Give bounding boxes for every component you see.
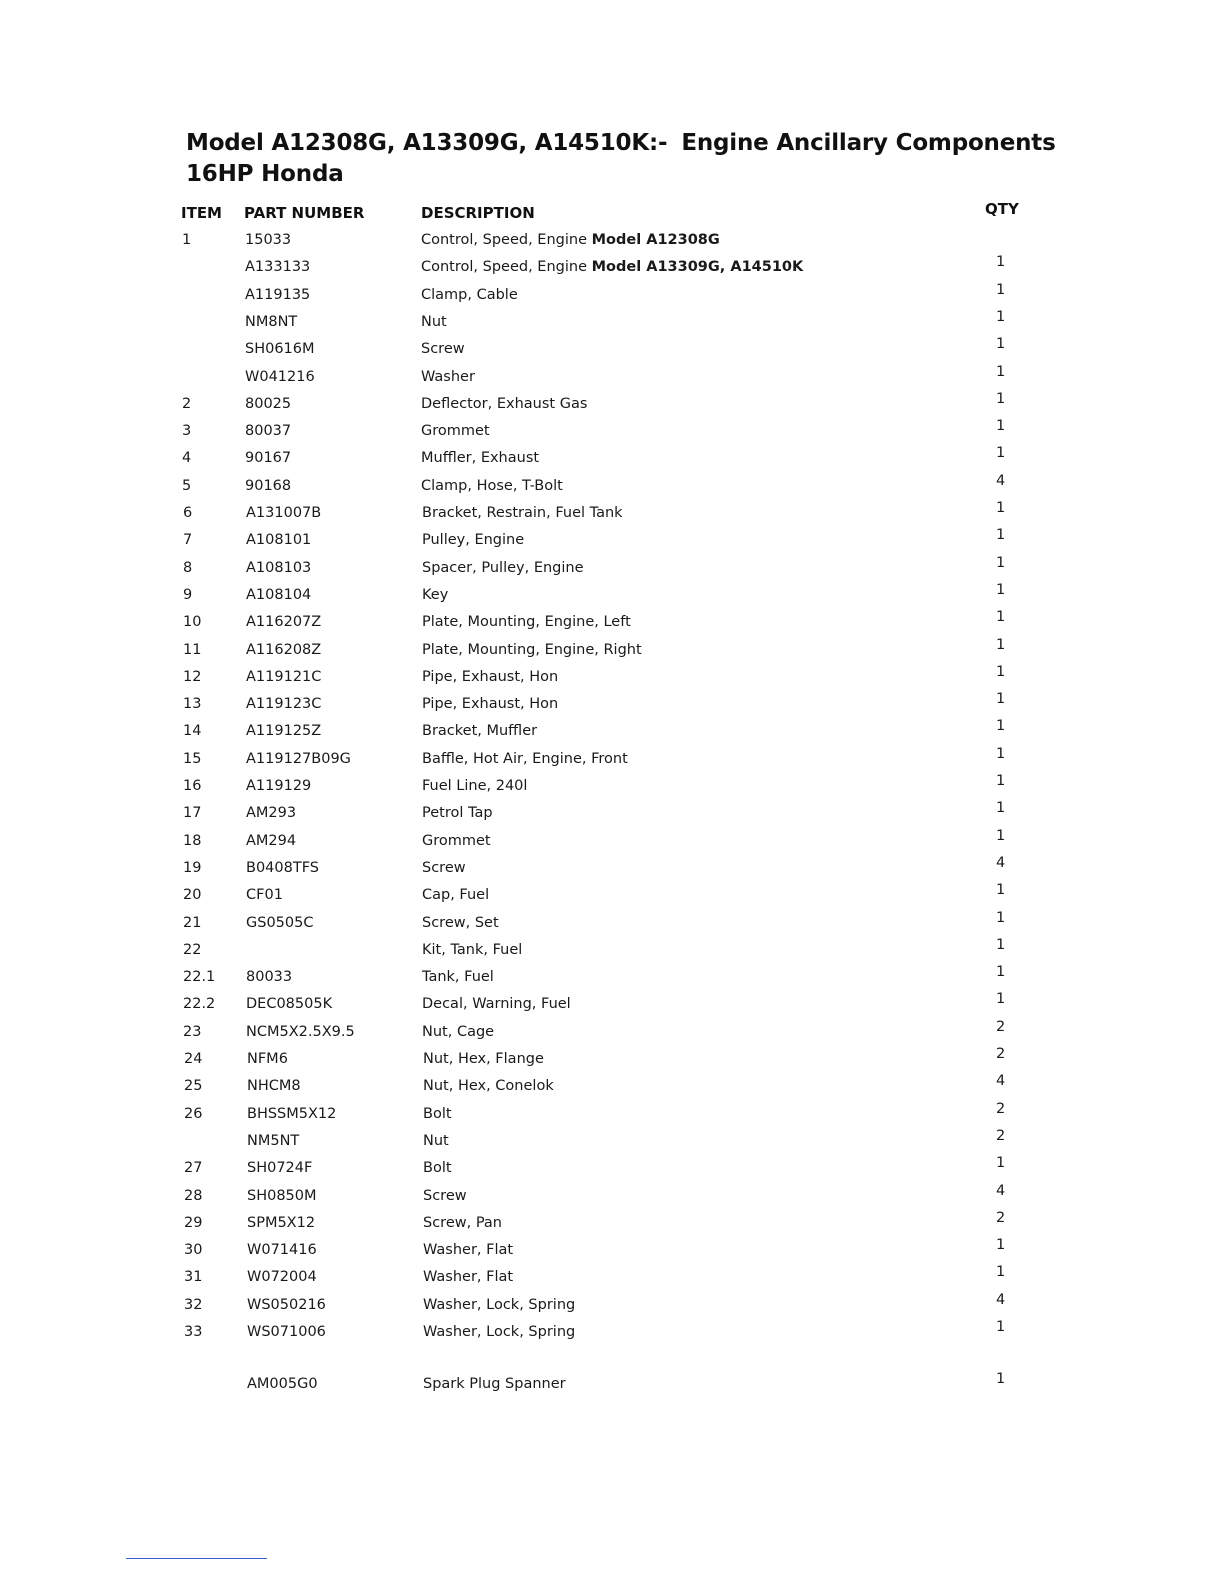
description-cell bbox=[423, 1133, 449, 1149]
item-cell: 3 bbox=[182, 423, 192, 439]
table-row bbox=[0, 1183, 1224, 1215]
qty-cell: 1 bbox=[996, 282, 1006, 298]
item-cell: 27 bbox=[184, 1160, 203, 1176]
description-text: Spacer, Pulley, Engine bbox=[422, 560, 584, 576]
item-cell: 29 bbox=[184, 1215, 203, 1231]
page-title-section: Engine Ancillary Components bbox=[681, 130, 1056, 156]
description-cell bbox=[422, 996, 571, 1012]
description-cell bbox=[423, 1269, 513, 1285]
qty-cell: 1 bbox=[996, 937, 1006, 953]
part-number-cell: NM8NT bbox=[245, 314, 298, 330]
part-number-cell: 90167 bbox=[245, 450, 292, 466]
description-cell bbox=[421, 423, 490, 439]
item-cell: 31 bbox=[184, 1269, 203, 1285]
qty-cell: 1 bbox=[996, 691, 1006, 707]
part-number-cell: AM005G0 bbox=[247, 1376, 318, 1392]
table-row bbox=[0, 800, 1224, 832]
description-cell bbox=[422, 915, 499, 931]
table-row bbox=[0, 1319, 1224, 1351]
qty-cell: 1 bbox=[996, 609, 1006, 625]
description-text: Nut, Hex, Flange bbox=[423, 1051, 544, 1067]
qty-cell: 1 bbox=[996, 910, 1006, 926]
description-text: Bolt bbox=[423, 1160, 452, 1176]
table-row bbox=[0, 1128, 1224, 1160]
part-number-cell: 15033 bbox=[245, 232, 292, 248]
page-title bbox=[186, 128, 1056, 190]
description-text: Washer, Flat bbox=[423, 1242, 514, 1258]
table-row bbox=[0, 991, 1224, 1023]
part-number-cell: W041216 bbox=[245, 369, 315, 385]
description-text: Decal, Warning, Fuel bbox=[422, 996, 571, 1012]
table-row bbox=[0, 964, 1224, 996]
item-cell: 5 bbox=[182, 478, 192, 494]
qty-cell: 2 bbox=[996, 1019, 1006, 1035]
description-text: Screw bbox=[423, 1188, 467, 1204]
item-cell: 32 bbox=[184, 1297, 203, 1313]
description-cell bbox=[422, 833, 491, 849]
description-text: Pipe, Exhaust, Hon bbox=[422, 696, 559, 712]
column-header-qty: QTY bbox=[985, 200, 1019, 218]
qty-cell: 1 bbox=[996, 1237, 1006, 1253]
description-cell bbox=[423, 1106, 452, 1122]
table-row bbox=[0, 500, 1224, 532]
qty-cell: 2 bbox=[996, 1210, 1006, 1226]
description-cell bbox=[422, 751, 628, 767]
table-row bbox=[0, 473, 1224, 505]
qty-cell: 1 bbox=[996, 391, 1006, 407]
description-cell bbox=[421, 287, 518, 303]
part-number-cell: WS071006 bbox=[247, 1324, 326, 1340]
qty-cell: 4 bbox=[996, 473, 1006, 489]
part-number-cell: 80037 bbox=[245, 423, 292, 439]
part-number-cell: AM293 bbox=[246, 805, 297, 821]
description-text: Kit, Tank, Fuel bbox=[422, 942, 523, 958]
column-header-item: ITEM bbox=[181, 204, 222, 222]
description-text: Nut, Hex, Conelok bbox=[423, 1078, 554, 1094]
qty-cell: 1 bbox=[996, 964, 1006, 980]
description-text: Tank, Fuel bbox=[422, 969, 494, 985]
table-row bbox=[0, 232, 1224, 259]
table-row bbox=[0, 637, 1224, 669]
qty-cell: 1 bbox=[996, 746, 1006, 762]
description-cell bbox=[421, 396, 587, 412]
qty-cell: 2 bbox=[996, 1101, 1006, 1117]
description-text: Cap, Fuel bbox=[422, 887, 490, 903]
qty-cell: 2 bbox=[996, 1046, 1006, 1062]
item-cell: 21 bbox=[183, 915, 202, 931]
qty-cell: 1 bbox=[996, 309, 1006, 325]
description-cell bbox=[422, 723, 537, 739]
qty-cell: 1 bbox=[996, 500, 1006, 516]
description-cell bbox=[422, 642, 642, 658]
item-cell: 22.2 bbox=[183, 996, 216, 1012]
description-cell bbox=[422, 860, 466, 876]
part-number-cell: 80025 bbox=[245, 396, 292, 412]
part-number-cell: AM294 bbox=[246, 833, 297, 849]
description-cell bbox=[422, 805, 493, 821]
description-cell bbox=[422, 614, 631, 630]
table-row bbox=[0, 664, 1224, 696]
description-text: Plate, Mounting, Engine, Left bbox=[422, 614, 631, 630]
table-row bbox=[0, 746, 1224, 778]
qty-cell: 1 bbox=[996, 991, 1006, 1007]
part-number-cell: SH0616M bbox=[245, 341, 315, 357]
description-cell bbox=[423, 1242, 513, 1258]
table-row bbox=[0, 1371, 1224, 1403]
description-text: Clamp, Cable bbox=[421, 287, 518, 303]
table-row bbox=[0, 1292, 1224, 1324]
description-text: Nut bbox=[423, 1133, 449, 1149]
description-text: Screw bbox=[421, 341, 465, 357]
item-cell: 6 bbox=[183, 505, 193, 521]
qty-cell: 1 bbox=[996, 773, 1006, 789]
table-row bbox=[0, 1073, 1224, 1105]
description-text: Bracket, Muffler bbox=[422, 723, 538, 739]
description-model: Model A12308G bbox=[591, 232, 720, 248]
table-row bbox=[0, 1210, 1224, 1242]
description-cell bbox=[421, 314, 447, 330]
page-title-line1 bbox=[186, 128, 1056, 159]
description-cell bbox=[422, 696, 558, 712]
part-number-cell: A119125Z bbox=[246, 723, 322, 739]
table-row bbox=[0, 282, 1224, 314]
table-row bbox=[0, 1155, 1224, 1187]
footer-divider bbox=[126, 1558, 267, 1559]
description-text: Petrol Tap bbox=[422, 805, 493, 821]
part-number-cell: SH0850M bbox=[247, 1188, 317, 1204]
item-cell: 17 bbox=[183, 805, 202, 821]
description-cell bbox=[423, 1078, 554, 1094]
qty-cell: 1 bbox=[996, 800, 1006, 816]
table-row bbox=[0, 855, 1224, 887]
part-number-cell: A131007B bbox=[246, 505, 322, 521]
description-cell bbox=[422, 505, 623, 521]
table-row bbox=[0, 254, 1224, 286]
table-row bbox=[0, 555, 1224, 587]
part-number-cell: A119127B09G bbox=[246, 751, 351, 767]
description-cell bbox=[423, 1051, 544, 1067]
part-number-cell: A116208Z bbox=[246, 642, 322, 658]
table-row bbox=[0, 828, 1224, 860]
part-number-cell: NM5NT bbox=[247, 1133, 300, 1149]
qty-cell: 1 bbox=[996, 555, 1006, 571]
item-cell: 19 bbox=[183, 860, 202, 876]
part-number-cell: W072004 bbox=[247, 1269, 317, 1285]
description-cell bbox=[422, 532, 524, 548]
description-text: Fuel Line, 240l bbox=[422, 778, 528, 794]
part-number-cell: DEC08505K bbox=[246, 996, 333, 1012]
description-cell bbox=[423, 1160, 452, 1176]
part-number-cell: CF01 bbox=[246, 887, 283, 903]
description-text: Deflector, Exhaust Gas bbox=[421, 396, 588, 412]
table-row bbox=[0, 1101, 1224, 1133]
description-text: Muffler, Exhaust bbox=[421, 450, 540, 466]
item-cell: 23 bbox=[183, 1024, 202, 1040]
part-number-cell: 90168 bbox=[245, 478, 292, 494]
description-cell bbox=[421, 259, 803, 275]
qty-cell: 4 bbox=[996, 1073, 1006, 1089]
description-text: Pulley, Engine bbox=[422, 532, 525, 548]
item-cell: 9 bbox=[183, 587, 193, 603]
description-cell bbox=[421, 450, 539, 466]
description-cell bbox=[422, 1024, 494, 1040]
item-cell: 26 bbox=[184, 1106, 203, 1122]
table-row bbox=[0, 309, 1224, 341]
table-row bbox=[0, 336, 1224, 368]
description-cell bbox=[423, 1297, 575, 1313]
item-cell: 22 bbox=[183, 942, 202, 958]
table-row bbox=[0, 882, 1224, 914]
page-title-models: Model A12308G, A13309G, A14510K:- bbox=[186, 130, 668, 156]
qty-cell: 1 bbox=[996, 418, 1006, 434]
table-row bbox=[0, 910, 1224, 942]
part-number-cell: A116207Z bbox=[246, 614, 322, 630]
description-cell bbox=[423, 1215, 502, 1231]
table-row bbox=[0, 527, 1224, 559]
part-number-cell: WS050216 bbox=[247, 1297, 326, 1313]
part-number-cell: BHSSM5X12 bbox=[247, 1106, 337, 1122]
qty-cell: 4 bbox=[996, 855, 1006, 871]
item-cell: 28 bbox=[184, 1188, 203, 1204]
description-cell bbox=[422, 887, 489, 903]
table-row bbox=[0, 937, 1224, 969]
description-text: Pipe, Exhaust, Hon bbox=[422, 669, 559, 685]
description-text: Key bbox=[422, 587, 449, 603]
description-cell bbox=[422, 587, 448, 603]
description-cell bbox=[422, 778, 527, 794]
part-number-cell: GS0505C bbox=[246, 915, 314, 931]
table-row bbox=[0, 582, 1224, 614]
part-number-cell: SH0724F bbox=[247, 1160, 313, 1176]
description-text: Baffle, Hot Air, Engine, Front bbox=[422, 751, 628, 767]
description-cell bbox=[422, 969, 494, 985]
description-text: Nut, Cage bbox=[422, 1024, 495, 1040]
part-number-cell: NHCM8 bbox=[247, 1078, 301, 1094]
qty-cell: 1 bbox=[996, 882, 1006, 898]
item-cell: 20 bbox=[183, 887, 202, 903]
description-text: Spark Plug Spanner bbox=[423, 1376, 566, 1392]
qty-cell: 4 bbox=[996, 1292, 1006, 1308]
part-number-cell: SPM5X12 bbox=[247, 1215, 316, 1231]
item-cell: 25 bbox=[184, 1078, 203, 1094]
column-header-part-number: PART NUMBER bbox=[244, 204, 365, 222]
item-cell: 18 bbox=[183, 833, 202, 849]
table-row bbox=[0, 773, 1224, 805]
item-cell: 30 bbox=[184, 1242, 203, 1258]
item-cell: 7 bbox=[183, 532, 193, 548]
description-text: Screw, Pan bbox=[423, 1215, 502, 1231]
qty-cell: 1 bbox=[996, 637, 1006, 653]
item-cell: 33 bbox=[184, 1324, 203, 1340]
description-model: Model A13309G, A14510K bbox=[591, 259, 804, 275]
description-text: Washer, Lock, Spring bbox=[423, 1297, 576, 1313]
description-text: Screw, Set bbox=[422, 915, 499, 931]
qty-cell: 1 bbox=[996, 664, 1006, 680]
description-text: Control, Speed, Engine bbox=[421, 232, 592, 248]
qty-cell: 1 bbox=[996, 582, 1006, 598]
description-text: Washer bbox=[421, 369, 475, 385]
description-cell bbox=[423, 1324, 575, 1340]
description-cell bbox=[421, 478, 563, 494]
description-text: Screw bbox=[422, 860, 466, 876]
part-number-cell: NCM5X2.5X9.5 bbox=[246, 1024, 355, 1040]
part-number-cell: W071416 bbox=[247, 1242, 317, 1258]
description-cell bbox=[421, 232, 720, 248]
table-row bbox=[0, 1264, 1224, 1296]
qty-cell: 1 bbox=[996, 336, 1006, 352]
part-number-cell: A108104 bbox=[246, 587, 312, 603]
qty-cell: 1 bbox=[996, 364, 1006, 380]
description-text: Bracket, Restrain, Fuel Tank bbox=[422, 505, 623, 521]
item-cell: 24 bbox=[184, 1051, 203, 1067]
description-cell bbox=[423, 1376, 566, 1392]
qty-cell: 1 bbox=[996, 828, 1006, 844]
part-number-cell: A119123C bbox=[246, 696, 322, 712]
description-cell bbox=[421, 341, 465, 357]
description-text: Grommet bbox=[422, 833, 491, 849]
table-row bbox=[0, 718, 1224, 750]
table-row bbox=[0, 1046, 1224, 1078]
qty-cell: 2 bbox=[996, 1128, 1006, 1144]
table-row bbox=[0, 691, 1224, 723]
part-number-cell: B0408TFS bbox=[246, 860, 319, 876]
part-number-cell: 80033 bbox=[246, 969, 293, 985]
description-text: Nut bbox=[421, 314, 447, 330]
part-number-cell: A133133 bbox=[245, 259, 311, 275]
page-title-line2: 16HP Honda bbox=[186, 161, 344, 187]
description-text: Control, Speed, Engine bbox=[421, 259, 592, 275]
item-cell: 16 bbox=[183, 778, 202, 794]
description-cell bbox=[423, 1188, 467, 1204]
table-row bbox=[0, 1019, 1224, 1051]
table-row bbox=[0, 364, 1224, 396]
qty-cell: 4 bbox=[996, 1183, 1006, 1199]
part-number-cell: A119129 bbox=[246, 778, 312, 794]
description-cell bbox=[422, 560, 584, 576]
description-cell bbox=[421, 369, 475, 385]
qty-cell: 1 bbox=[996, 1264, 1006, 1280]
qty-cell: 1 bbox=[996, 254, 1006, 270]
description-text: Washer, Flat bbox=[423, 1269, 514, 1285]
description-text: Grommet bbox=[421, 423, 490, 439]
item-cell: 22.1 bbox=[183, 969, 216, 985]
item-cell: 4 bbox=[182, 450, 192, 466]
item-cell: 13 bbox=[183, 696, 202, 712]
table-row bbox=[0, 609, 1224, 641]
qty-cell: 1 bbox=[996, 718, 1006, 734]
qty-cell: 1 bbox=[996, 1371, 1006, 1387]
description-text: Bolt bbox=[423, 1106, 452, 1122]
description-text: Plate, Mounting, Engine, Right bbox=[422, 642, 642, 658]
table-row bbox=[0, 1237, 1224, 1269]
table-row bbox=[0, 418, 1224, 450]
item-cell: 10 bbox=[183, 614, 202, 630]
item-cell: 12 bbox=[183, 669, 202, 685]
qty-cell: 1 bbox=[996, 445, 1006, 461]
table-row bbox=[0, 391, 1224, 423]
description-text: Clamp, Hose, T-Bolt bbox=[421, 478, 563, 494]
column-header-description: DESCRIPTION bbox=[421, 204, 535, 222]
item-cell: 1 bbox=[182, 232, 192, 248]
item-cell: 11 bbox=[183, 642, 202, 658]
part-number-cell: A108103 bbox=[246, 560, 312, 576]
item-cell: 8 bbox=[183, 560, 193, 576]
table-row bbox=[0, 445, 1224, 477]
qty-cell: 1 bbox=[996, 1319, 1006, 1335]
qty-cell: 1 bbox=[996, 1155, 1006, 1171]
item-cell: 2 bbox=[182, 396, 192, 412]
part-number-cell: A119121C bbox=[246, 669, 322, 685]
part-number-cell: NFM6 bbox=[247, 1051, 288, 1067]
part-number-cell: A119135 bbox=[245, 287, 311, 303]
description-cell bbox=[422, 669, 558, 685]
qty-cell: 1 bbox=[996, 527, 1006, 543]
description-cell bbox=[422, 942, 522, 958]
item-cell: 15 bbox=[183, 751, 202, 767]
item-cell: 14 bbox=[183, 723, 202, 739]
description-text: Washer, Lock, Spring bbox=[423, 1324, 576, 1340]
part-number-cell: A108101 bbox=[246, 532, 312, 548]
